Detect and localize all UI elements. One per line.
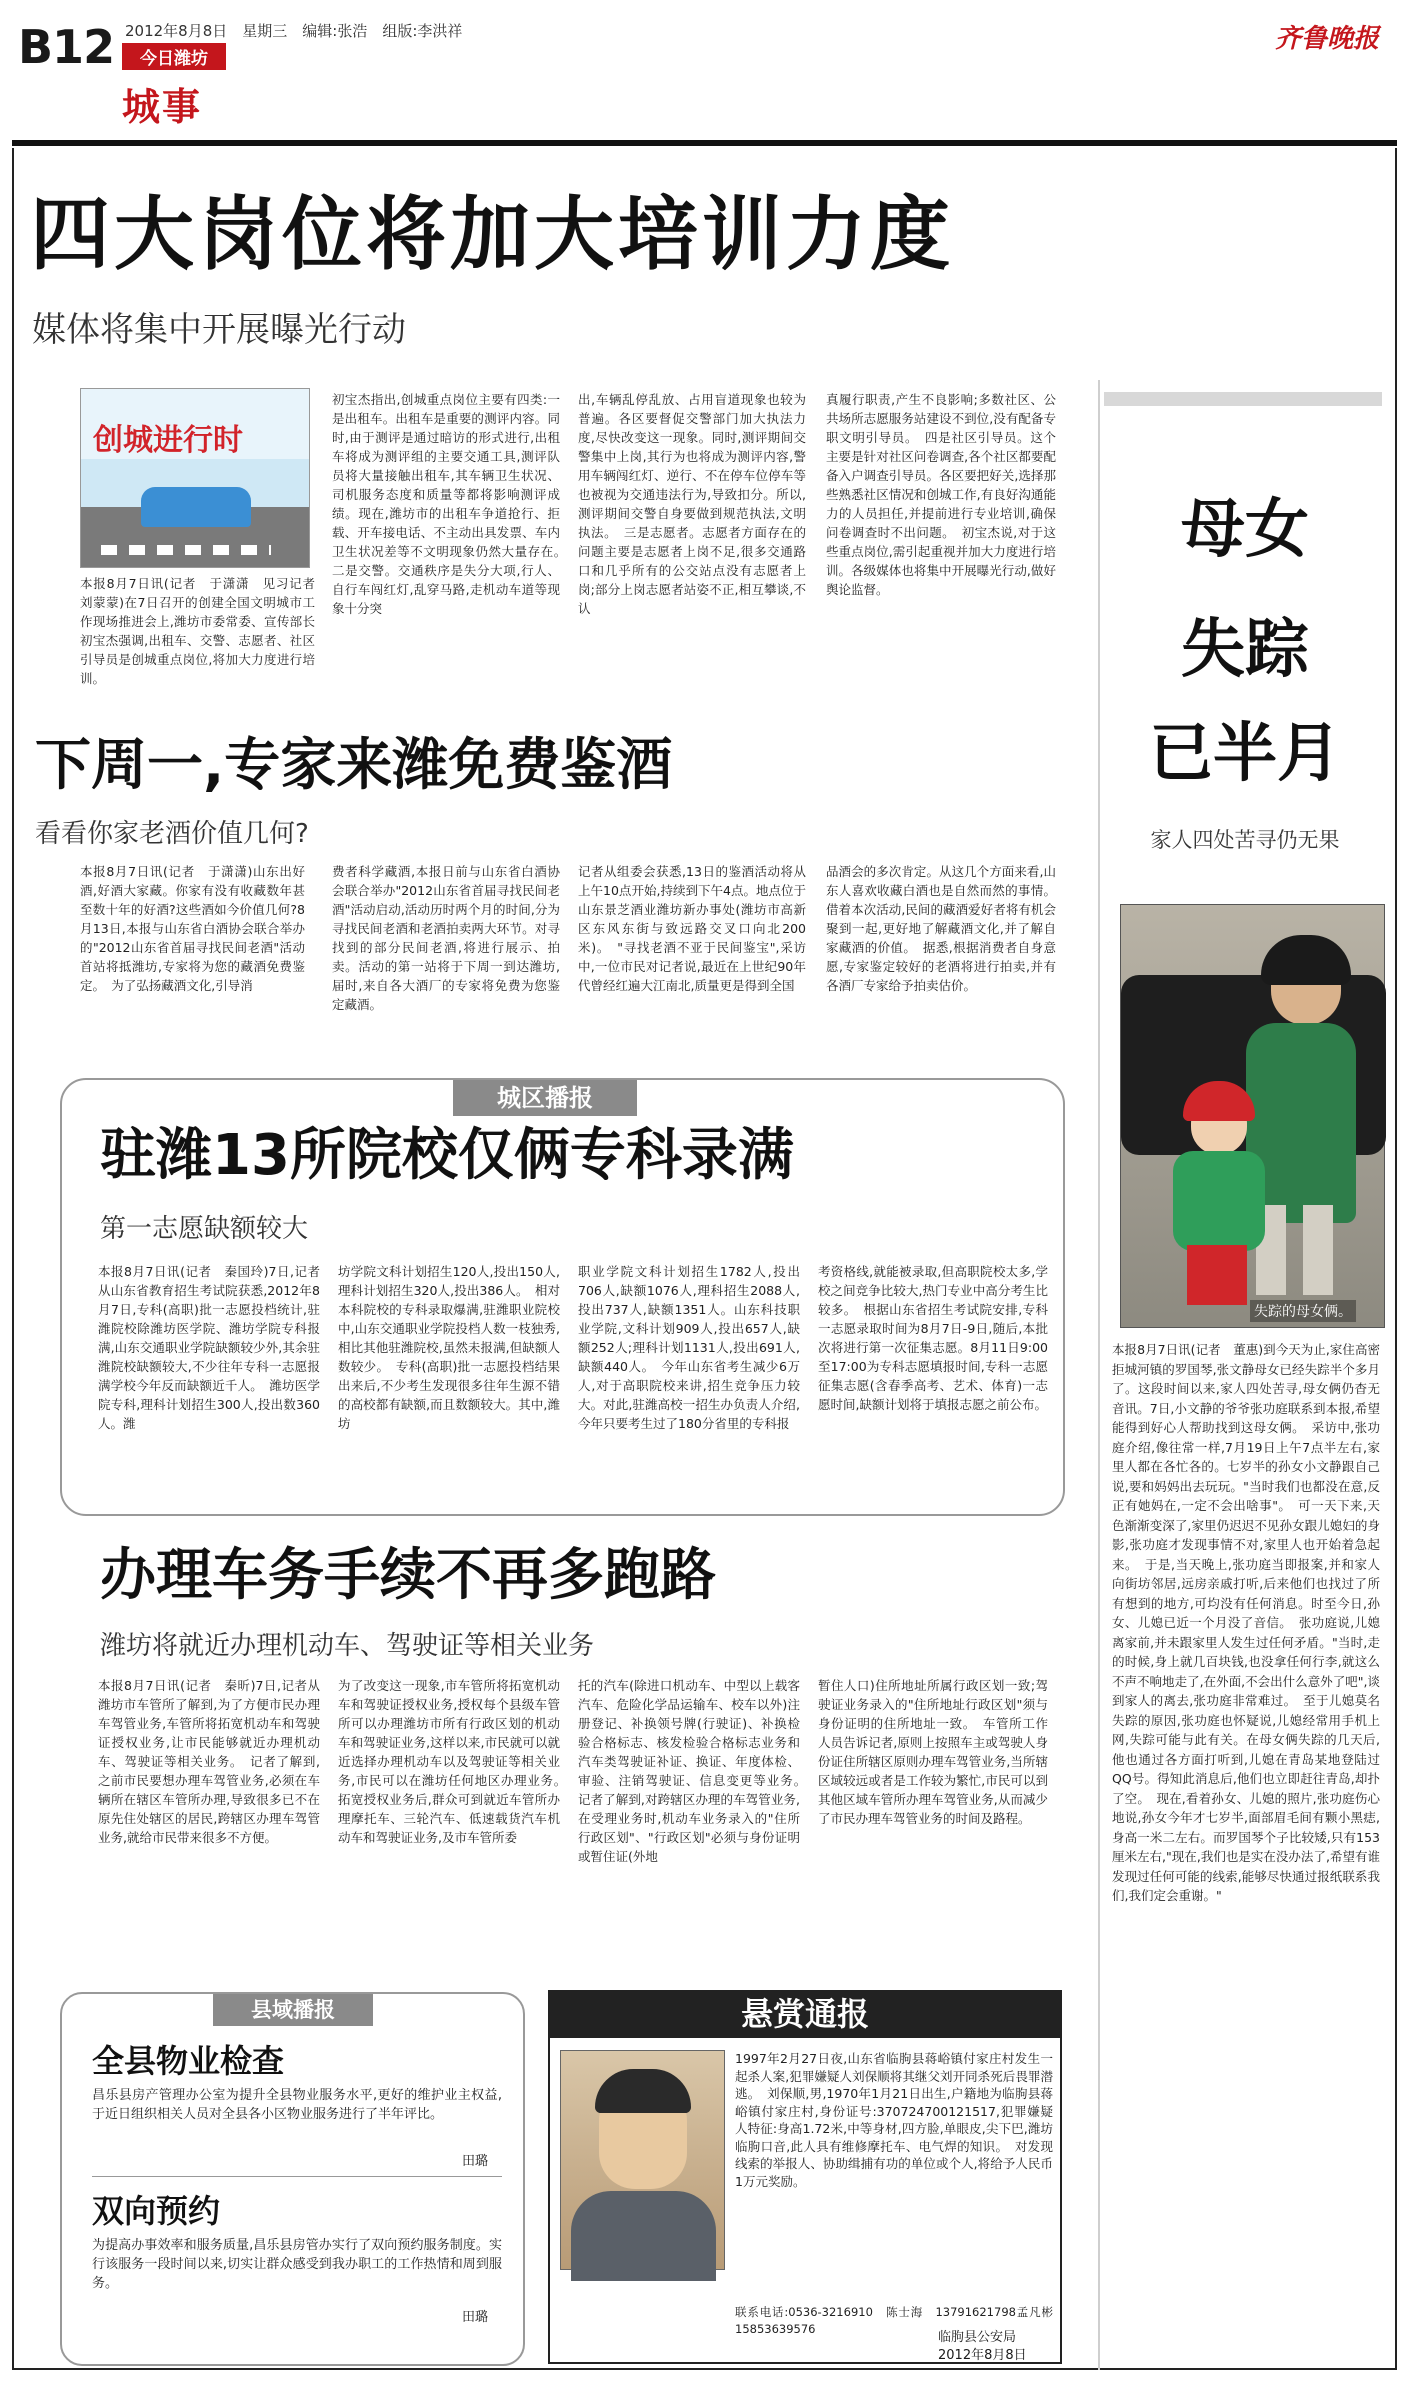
side-body: 本报8月7日讯(记者 董惠)到今天为止,家住高密拒城河镇的罗国琴,张文静母女已经失踪半个多月了。这段时间以来,家人四处苦寻,母女俩仍杳无音讯。7日,小文静的爷爷张功庭联系到本报,希望能得到好心人帮助找到这母女俩。 采访中,张功庭介绍,像往常一样,7月19日上午7点半左右,家里人都在各忙各的。七岁半的孙女小文静跟自己说,要和妈妈出去玩玩。"当时我们也都没在意,反正有她妈在,一定不会出啥事"。 可一天下来,天色渐渐变深了,家里仍迟迟不见孙女跟儿媳妇的身影,张功庭才发现事情不对,家里人也开始着急起来。 于是,当天晚上,张功庭当即报案,并和家人向街坊邻居,远房亲戚打听,后来他们也找过了所有想到的地方,可均没有任何消息。时至今日,孙女、儿媳已近一个月没了音信。 张功庭说,儿媳离家前,并未跟家里人发生过任何矛盾。"当时,走的时候,身上就几百块钱,也没拿任何行李,就这么不声不响地走了,在外面,不会出什么意外了吧",谈到家人的离去,张功庭非常难过。 至于儿媳莫名失踪的原因,张功庭也怀疑说,儿媳经常用手机上网,失踪可能与此有关。在母女俩失踪的几天后,他也通过各方面打听到,儿媳在青岛某地登陆过QQ号。得知此消息后,他们也立即赶往青岛,却扑了空。 现在,看着孙女、儿媳的照片,张功庭伤心地说,孙女今年才七岁半,面部眉毛间有颗小黑痣,身高一米二左右。而罗国琴个子比较矮,只有153厘米左右,"现在,我们也是实在没办法了,希望有谁发现过任何可能的线索,能够尽快通过报纸联系我们,我们定会重谢。" [1112,1342,1380,1903]
sidebar-top-bar [1104,392,1382,406]
county-label: 县域播报 [213,1994,373,2026]
suspect-photo [560,2050,725,2270]
county-item-1-body: 昌乐县房产管理办公室为提升全县物业服务水平,更好的维护业主权益,于近日组织相关人员对全县各小区物业服务进行了半年评比。 [92,2088,502,2122]
a2-subtitle: 看看你家老酒价值几何? [35,819,309,849]
issue-meta: 2012年8月8日 星期三 编辑:张浩 组版:李洪祥 [125,22,463,40]
side-subtitle: 家人四处苦寻仍无果 [1150,828,1340,852]
reward-body: 1997年2月27日夜,山东省临朐县蒋峪镇付家庄村发生一起杀人案,犯罪嫌疑人刘保顺将其继父刘开同杀死后畏罪潜逃。 刘保顺,男,1970年1月21日出生,户籍地为临朐县蒋峪镇付家庄村,身份证号:370724700121517,犯罪嫌疑人特征:身高1.72米,中等身材,四方脸,单眼皮,尖下巴,潍坊临朐口音,此人具有维修摩托车、电气焊的知识。 对发现线索的举报人、协助缉捕有功的单位或个人,将给予人民币1万元奖励。 [735,2051,1053,2189]
a3-label: 城区播报 [453,1080,637,1116]
reward-title: 悬赏通报 [548,1990,1062,2038]
a2-col-2: 费者科学藏酒,本报日前与山东省白酒协会联合举办"2012山东省首届寻找民间老酒"活动启动,活动历时两个月的时间,分为寻找民间老酒和老酒拍卖两大环节。对寻找到的部分民间老酒,将进行展示、拍卖。活动的第一站将于下周一到达潍坊,届时,来自各大酒厂的专家将免费为您鉴定藏酒。 [332,864,560,1012]
side-photo-caption: 失踪的母女俩。 [1250,1300,1356,1322]
county-item-1-byline: 田璐 [462,2154,489,2169]
a1-logo-text: 创城进行时 [93,423,243,458]
reward-contact: 联系电话:0536-3216910 陈士海 13791621798孟凡彬 15853639576 [735,2305,1065,2336]
side-title-1: 母女 [1181,493,1309,567]
a2-col-3: 记者从组委会获悉,13日的鉴酒活动将从上午10点开始,持续到下午4点。地点位于山东景芝酒业潍坊新办事处(潍坊市高新区东风东街与致远路交叉口向北200米)。 "寻找老酒不亚于民间鉴宝",采访中,一位市民对记者说,最近在上世纪90年代曾经红遍大江南北,质量更是得到全国 [578,864,806,993]
a2-col-1: 本报8月7日讯(记者 于潇潇)山东出好酒,好酒大家藏。你家有没有收藏数年甚至数十年的好酒?这些酒如今价值几何?8月13日,本报与山东省白酒协会联合举办的"2012山东省首届寻找民间老酒"活动首站将抵潍坊,专家将为您的藏酒免费鉴定。 为了弘扬藏酒文化,引导消 [80,864,305,993]
a3-subtitle: 第一志愿缺额较大 [100,1214,309,1244]
a3-col-3: 职业学院文科计划招生1782人,投出706人,缺额1076人,理科招生2088人,投出737人,缺额1351人。山东科技职业学院,文科计划909人,投出657人,缺额252人;理科计划1131人,投出691人,缺额440人。 今年山东省考生减少6万人,对于高职院校来讲,招生竞争压力较大。对此,驻潍高校一招生办负责人介绍,今年只要考生过了180分省里的专科报 [578,1264,800,1431]
side-title-3: 已半月 [1149,717,1341,791]
side-photo [1120,904,1385,1328]
a1-col-3: 出,车辆乱停乱放、占用盲道现象也较为普遍。各区要督促交警部门加大执法力度,尽快改变这一现象。同时,测评期间交警集中上岗,其行为也将成为测评内容,警用车辆闯红灯、逆行、不在停车位停车等也被视为交通违法行为,导致扣分。所以,测评期间交警自身要做到规范执法,文明执法。 三是志愿者。志愿者方面存在的问题主要是志愿者上岗不足,很多交通路口和几乎所有的公交站点没有志愿者上岗;部分上岗志愿者站姿不正,相互攀谈,不认 [578,392,806,616]
a3-col-4: 考资格线,就能被录取,但高职院校太多,学校之间竞争比较大,热门专业中高分考生比较多。 根据山东省招生考试院安排,专科一志愿录取时间为8月7日-9日,随后,本批次将进行第一次征集志愿。8月11日9:00至17:00为专科志愿填报时间,专科一志愿征集志愿(含春季高考、艺术、体育)一志愿时间,缺额计划将于填报志愿之前公布。 [818,1264,1048,1412]
reward-date: 2012年8月8日 [938,2348,1027,2363]
county-divider [92,2176,502,2177]
section-title: 城事 [122,85,203,129]
a2-col-4: 品酒会的多次肯定。从这几个方面来看,山东人喜欢收藏白酒也是自然而然的事情。借着本次活动,民间的藏酒爱好者将有机会聚到一起,更好地了解藏酒文化,并了解自家藏酒的价值。 据悉,根据消费者自身意愿,专家鉴定较好的老酒将进行拍卖,并有各酒厂专家给予拍卖估价。 [826,864,1056,993]
county-item-2-byline: 田璐 [462,2310,489,2325]
section-tag: 今日潍坊 [122,43,226,70]
a1-headline: 四大岗位将加大培训力度 [30,188,954,281]
a4-col-4: 暂住人口)住所地址所属行政区划一致;驾驶证业务录入的"住所地址行政区划"须与身份证明的住所地址一致。 车管所工作人员告诉记者,原则上按照车主或驾驶人身份证住所辖区原则办理车驾管业务,当所辖区域较远或者是工作较为繁忙,市民可以到其他区域车管所办理车驾管业务,从而减少了市民办理车驾管业务的时间及路程。 [818,1678,1048,1826]
reward-sign: 临朐县公安局 [938,2330,1017,2345]
a1-subtitle: 媒体将集中开展曝光行动 [32,310,406,350]
header-rule [12,140,1397,146]
a2-headline: 下周一,专家来潍免费鉴酒 [35,733,673,798]
county-item-2-body: 为提高办事效率和服务质量,昌乐县房管办实行了双向预约服务制度。实行该服务一段时间以来,切实让群众感受到我办职工的工作热情和周到服务。 [92,2238,502,2291]
a3-headline: 驻潍13所院校仅俩专科录满 [100,1123,794,1188]
a1-col-1: 本报8月7日讯(记者 于潇潇 见习记者 刘蒙蒙)在7日召开的创建全国文明城市工作现场推进会上,潍坊市委常委、宣传部长初宝杰强调,出租车、交警、志愿者、社区引导员是创城重点岗位,将加大力度进行培训。 [80,576,328,686]
a4-subtitle: 潍坊将就近办理机动车、驾驶证等相关业务 [100,1631,595,1661]
a4-col-3: 托的汽车(除进口机动车、中型以上载客汽车、危险化学品运输车、校车以外)注册登记、补换领号牌(行驶证)、补换检验合格标志、核发检验合格标志业务和汽车类驾驶证补证、换证、年度体检、审验、注销驾驶证、信息变更等业务。 记者了解到,对跨辖区办理的车驾管业务,在受理业务时,机动车业务录入的"住所行政区划"、"行政区划"必须与身份证明或暂住证(外地 [578,1678,813,1864]
a1-col-4: 真履行职责,产生不良影响;多数社区、公共场所志愿服务站建设不到位,没有配备专职文明引导员。 四是社区引导员。这个主要是针对社区问卷调查,各个社区都要配备入户调查引导员。各区要把好关,选择那些熟悉社区情况和创城工作,有良好沟通能力的人员担任,并提前进行专业培训,确保问卷调查时不出问题。 初宝杰说,对于这些重点岗位,需引起重视并加大力度进行培训。各级媒体也将集中开展曝光行动,做好舆论监督。 [826,392,1056,597]
a3-col-1: 本报8月7日讯(记者 秦国玲)7日,记者从山东省教育招生考试院获悉,2012年8月7日,专科(高职)批一志愿投档统计,驻潍院校除潍坊医学院、潍坊学院专科报满,山东交通职业学院缺额较少外,其余驻潍院校缺额较大,不少往年专科一志愿报满学校今年反而缺额近千人。 潍坊医学院专科,理科计划招生300人,投出数360人。潍 [98,1264,320,1431]
county-item-1-title: 全县物业检查 [92,2042,285,2080]
a4-headline: 办理车务手续不再多跑路 [100,1543,716,1608]
county-item-2-title: 双向预约 [92,2192,221,2230]
a4-col-2: 为了改变这一现象,市车管所将拓宽机动车和驾驶证授权业务,授权每个县级车管所可以办理潍坊市所有行政区划的机动车和驾驶证业务,这样以来,市民就可以就近选择办理机动车以及驾驶证等相关业务,市民可以在潍坊任何地区办理业务。 拓宽授权业务后,群众可到就近车管所办理摩托车、三轮汽车、低速载货汽车机动车和驾驶证业务,及市车管所委 [338,1678,573,1845]
side-title-2: 失踪 [1181,613,1309,687]
newspaper-brand: 齐鲁晚报 [1274,24,1379,54]
a4-col-1: 本报8月7日讯(记者 秦昕)7日,记者从潍坊市车管所了解到,为了方便市民办理车驾管业务,车管所将拓宽机动车和驾驶证授权业务,让市民能够就近办理机动车、驾驶证等相关业务。 记者了解到,之前市民要想办理车驾管业务,必须在车辆所在辖区车管所办理,导致很多已不在原先住处辖区的居民,跨辖区办理车驾管业务,就给市民带来很多不方便。 [98,1678,320,1845]
a1-col-2: 初宝杰指出,创城重点岗位主要有四类:一是出租车。出租车是重要的测评内容。同时,由于测评是通过暗访的形式进行,出租车将成为测评组的主要交通工具,测评队员将大量接触出租车,其车辆卫生状况、司机服务态度和质量等都将影响测评成绩。现在,潍坊市的出租车争道抢行、拒载、开车接电话、不主动出具发票、车内卫生状况差等不文明现象仍然大量存在。 二是交警。交通秩序是失分大项,行人、自行车闯红灯,乱穿马路,走机动车道等现象十分突 [332,392,573,616]
a1-logo-image [80,388,310,568]
page-number: B12 [18,20,115,74]
a3-col-2: 坊学院文科计划招生120人,投出150人,理科计划招生320人,投出386人。 相对本科院校的专科录取爆满,驻潍职业院校中,山东交通职业学院投档人数一枝独秀,相比其他驻潍院校,虽然未报满,但缺额人数较少。 专科(高职)批一志愿投档结果出来后,不少考生发现很多往年生源不错的高校都有缺额,而且数额较大。其中,潍坊 [338,1264,560,1431]
